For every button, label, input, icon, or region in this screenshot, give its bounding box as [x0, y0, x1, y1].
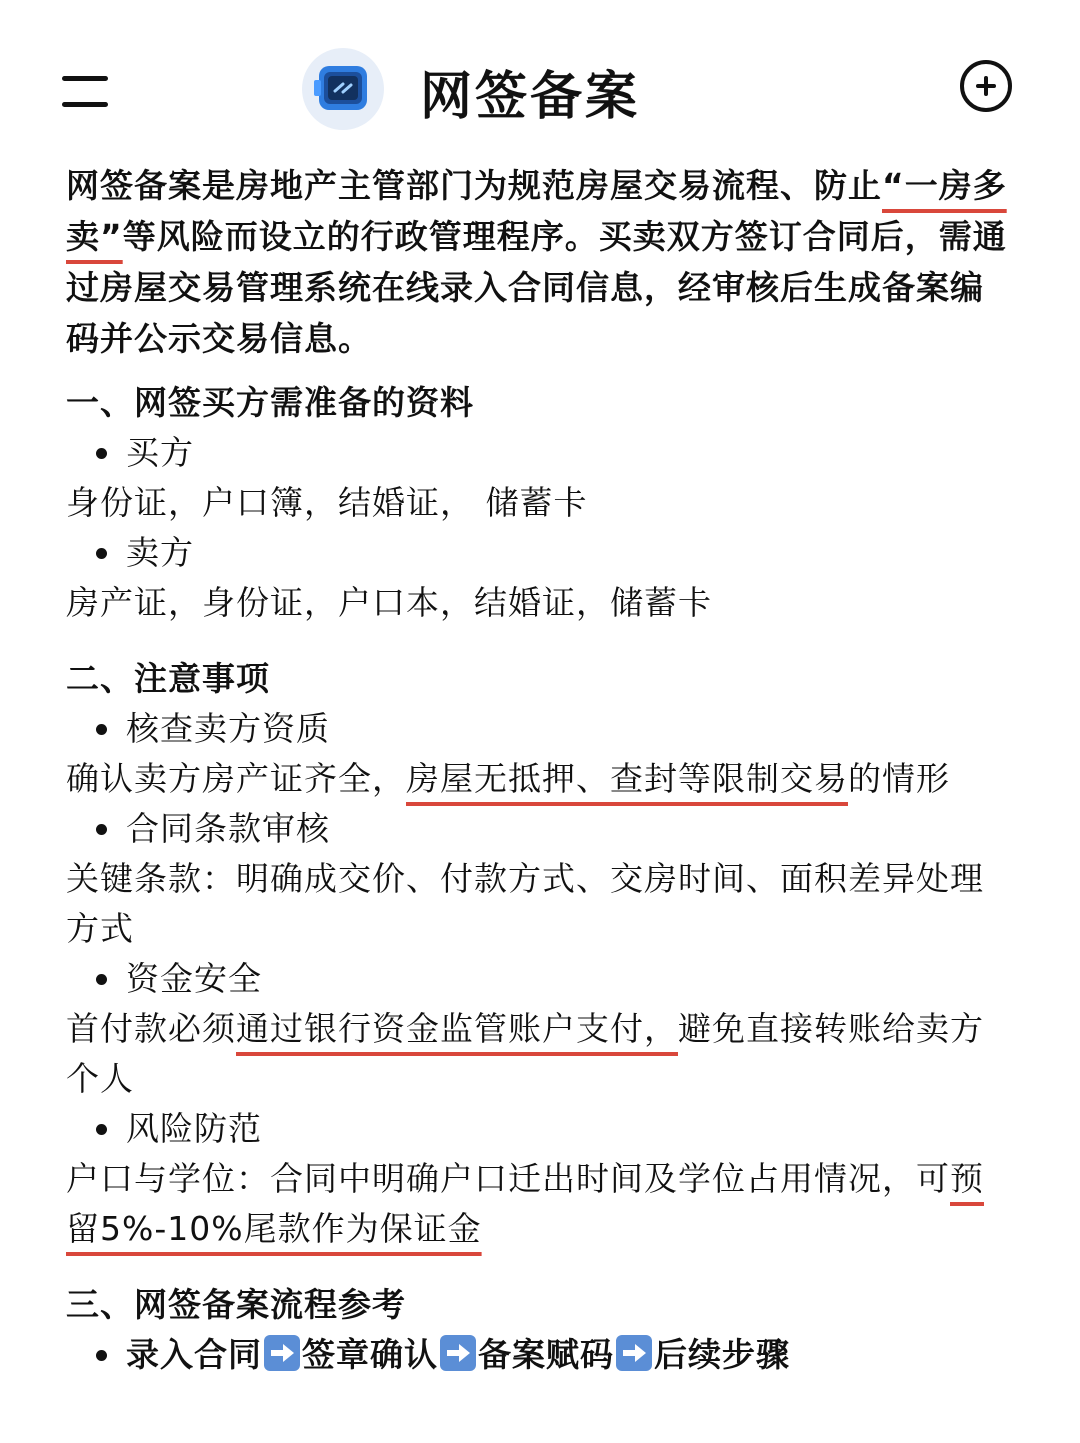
battery-icon: [313, 60, 373, 118]
step-sign-confirm: 签章确认: [302, 1335, 438, 1374]
spacer: [66, 628, 1016, 654]
text-part: 避免直接转账给卖方个人: [66, 1009, 984, 1098]
bullet-label: 核查卖方资质: [126, 709, 330, 748]
battery-app-icon[interactable]: [302, 48, 384, 130]
highlight-text: 通过银行资金监管账户支付，: [236, 1009, 678, 1048]
text-part: 的情形: [848, 759, 950, 798]
menu-line-bottom: [62, 102, 108, 107]
highlight-text: 预留5%-10%尾款作为保证金: [66, 1159, 984, 1248]
header-bar: [0, 0, 1080, 160]
section-title-process: 三、网签备案流程参考: [66, 1285, 406, 1324]
bullet-label: 合同条款审核: [126, 809, 330, 848]
buyer-docs: 身份证，户口簿，结婚证， 储蓄卡: [66, 483, 588, 522]
section-title-notes: 二、注意事项: [66, 659, 270, 698]
intro-highlight: “一房多卖”: [66, 166, 1007, 256]
right-arrow-icon: [616, 1335, 652, 1371]
bullet-label: 风险防范: [126, 1109, 262, 1148]
add-button[interactable]: [960, 60, 1012, 112]
bullet-buyer: [66, 428, 1016, 478]
menu-line-top: [62, 76, 108, 81]
intro-paragraph: [66, 160, 1016, 364]
article-body: [66, 160, 1016, 1380]
bullet-seller-qualification: [66, 704, 1016, 754]
intro-text-1: 网签备案是房地产主管部门为规范房屋交易流程、防止: [66, 166, 882, 205]
contract-review-text: 关键条款：明确成交价、付款方式、交房时间、面积差异处理方式: [66, 859, 984, 948]
bullet-contract-review: [66, 804, 1016, 854]
step-filing-code: 备案赋码: [478, 1335, 614, 1374]
step-follow-up: 后续步骤: [654, 1335, 790, 1374]
risk-prevention-text: [66, 1154, 1016, 1254]
page-title: 网签备案: [420, 67, 641, 127]
right-arrow-icon: [440, 1335, 476, 1371]
bullet-buyer-label: 买方: [126, 433, 194, 472]
step-enter-contract: 录入合同: [126, 1335, 262, 1374]
highlight-text: 房屋无抵押、查封等限制交易: [406, 759, 848, 798]
fund-safety-text: [66, 1004, 1016, 1104]
spacer: [66, 1254, 1016, 1280]
intro-text-2: 等风险而设立的行政管理程序。买卖双方签订合同后，需通过房屋交易管理系统在线录入合同信息，经审核后生成备案编码并公示交易信息。: [66, 217, 1007, 358]
process-steps: [94, 1330, 790, 1380]
text-part: 首付款必须: [66, 1009, 236, 1048]
bullet-seller-label: 卖方: [126, 533, 194, 572]
bullet-seller: [66, 528, 1016, 578]
menu-icon[interactable]: [62, 70, 110, 110]
bullet-process-steps: [66, 1330, 1016, 1380]
section-title-materials: 一、网签买方需准备的资料: [66, 383, 474, 422]
seller-docs: 房产证，身份证，户口本，结婚证，储蓄卡: [66, 583, 712, 622]
bullet-risk-prevention: [66, 1104, 1016, 1154]
text-part: 户口与学位：合同中明确户口迁出时间及学位占用情况，可: [66, 1159, 950, 1198]
seller-qualification-text: [66, 754, 1016, 804]
right-arrow-icon: [264, 1335, 300, 1371]
bullet-fund-safety: [66, 954, 1016, 1004]
bullet-label: 资金安全: [126, 959, 262, 998]
text-part: 确认卖方房产证齐全，: [66, 759, 406, 798]
